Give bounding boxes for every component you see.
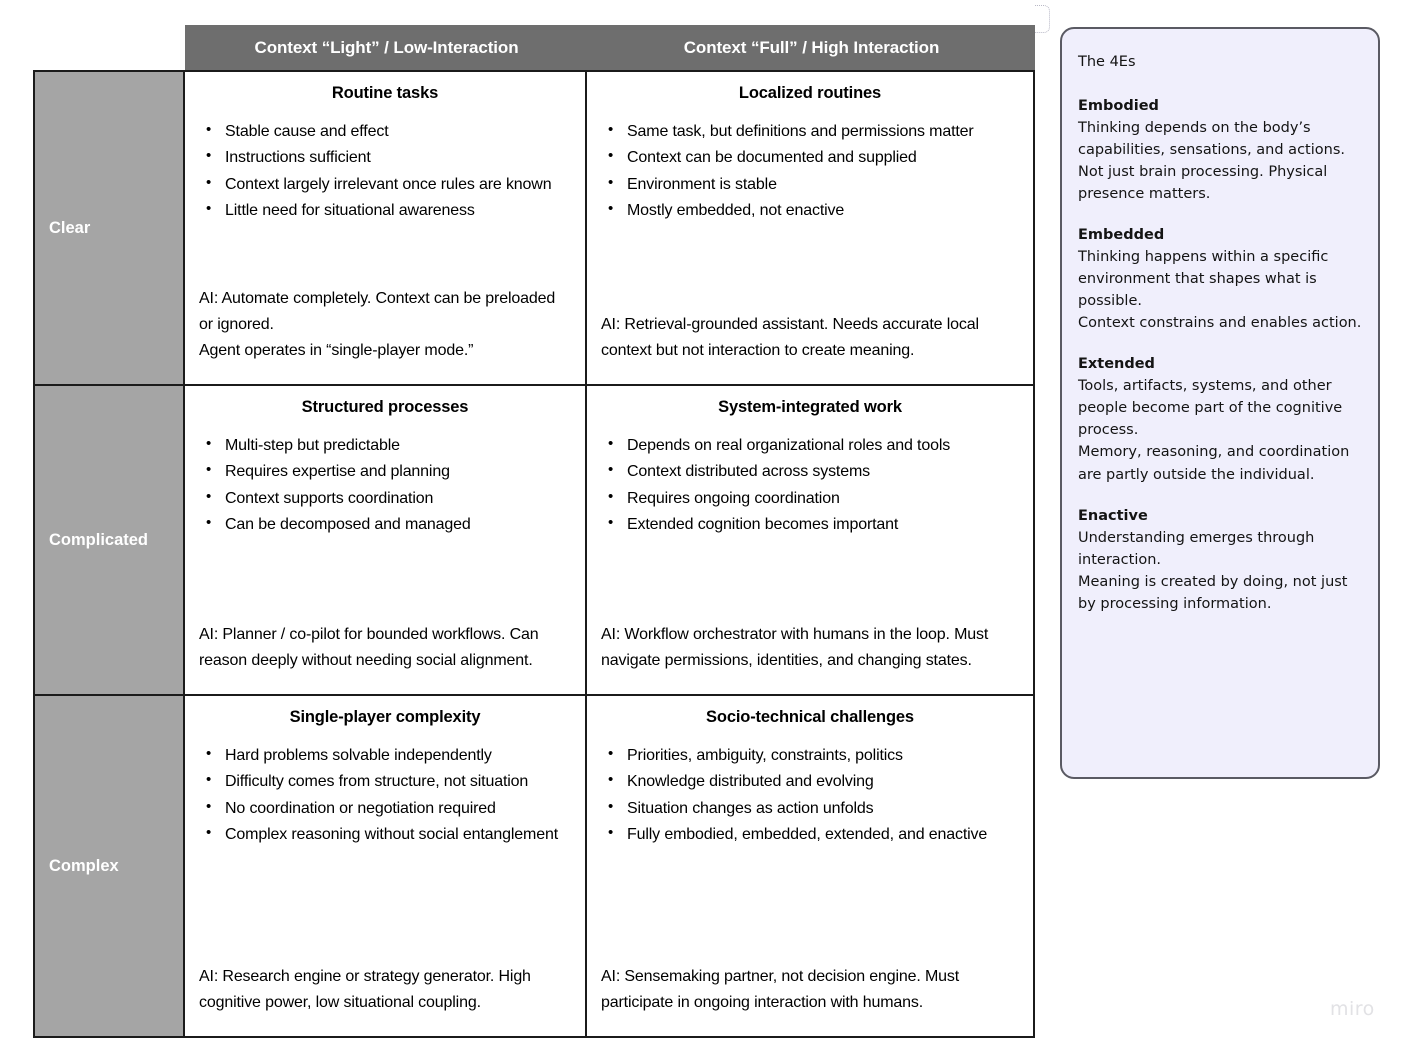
list-item: • Depends on real organizational roles and tools <box>627 433 1019 459</box>
list-item: • Priorities, ambiguity, constraints, politics <box>627 743 1019 769</box>
list-item: • Requires expertise and planning <box>225 459 571 485</box>
list-item: • Context largely irrelevant once rules are known <box>225 172 571 198</box>
panel-title: The 4Es <box>1078 54 1136 70</box>
table-row <box>35 696 1033 1036</box>
entry-text: Thinking happens within a specific environment that shapes what is possible. Context constrains and enables action. <box>1078 249 1362 332</box>
cell-complex-full <box>587 696 1033 1036</box>
list-item: • Context distributed across systems <box>627 459 1019 485</box>
table-header-row <box>185 25 1035 70</box>
cell-ai-note: AI: Workflow orchestrator with humans in the loop. Must navigate permissions, identities, and changing states. <box>601 626 989 670</box>
list-item: • Instructions sufficient <box>225 145 571 171</box>
list-item: • Complex reasoning without social entanglement <box>225 822 571 848</box>
row-label-text: Complicated <box>49 530 149 549</box>
cell-ai-note: AI: Automate completely. Context can be preloaded or ignored. Agent operates in “single-player mode.” <box>199 290 556 360</box>
row-label-clear <box>35 72 185 384</box>
cell-ai-note: AI: Research engine or strategy generator. High cognitive power, low situational coupling. <box>199 968 531 1012</box>
cell-title: Single-player complexity <box>289 708 481 726</box>
list-item: • Difficulty comes from structure, not situation <box>225 769 571 795</box>
cell-ai-note: AI: Planner / co-pilot for bounded workflows. Can reason deeply without needing social alignment. <box>199 626 539 670</box>
list-item: • Little need for situational awareness <box>225 198 571 224</box>
list-item: • Hard problems solvable independently <box>225 743 571 769</box>
cell-complicated-light <box>185 386 587 694</box>
entry-text: Understanding emerges through interaction. Meaning is created by doing, not just by processing information. <box>1078 529 1348 612</box>
list-item: • Situation changes as action unfolds <box>627 796 1019 822</box>
column-header-label: Context “Light” / Low-Interaction <box>254 37 519 57</box>
row-label-text: Clear <box>49 218 91 237</box>
list-item: • Context can be documented and supplied <box>627 145 1019 171</box>
four-es-sticky-note[interactable] <box>1060 27 1380 779</box>
cell-bullet-list <box>601 119 1019 225</box>
list-item: • Can be decomposed and managed <box>225 512 571 538</box>
list-item: • Context supports coordination <box>225 486 571 512</box>
cell-clear-full <box>587 72 1033 384</box>
row-label-text: Complex <box>49 856 119 875</box>
entry-name: Extended <box>1078 356 1155 373</box>
cell-bullet-list <box>199 433 571 539</box>
entry-name: Embodied <box>1078 98 1159 115</box>
cell-bullet-list <box>199 743 571 849</box>
list-item: • Mostly embedded, not enactive <box>627 198 1019 224</box>
list-item: • Multi-step but predictable <box>225 433 571 459</box>
cell-bullet-list <box>601 433 1019 539</box>
table-body <box>33 70 1035 1038</box>
list-item: • Stable cause and effect <box>225 119 571 145</box>
table-row <box>35 72 1033 386</box>
cell-ai-note: AI: Sensemaking partner, not decision engine. Must participate in ongoing interaction with humans. <box>601 968 960 1012</box>
cell-title: Structured processes <box>301 398 469 416</box>
row-label-complex <box>35 696 185 1036</box>
entry-text: Thinking depends on the body’s capabilities, sensations, and actions. Not just brain processing. Physical presence matters. <box>1078 120 1345 203</box>
selection-handle-icon[interactable] <box>1035 5 1050 33</box>
cell-title: Socio-technical challenges <box>706 708 914 726</box>
entry-name: Enactive <box>1078 507 1148 524</box>
cell-clear-light <box>185 72 587 384</box>
list-item: • Environment is stable <box>627 172 1019 198</box>
column-header-label: Context “Full” / High Interaction <box>683 37 940 57</box>
cell-complicated-full <box>587 386 1033 694</box>
entry-name: Embedded <box>1078 227 1165 244</box>
four-es-entry-embodied <box>1078 95 1362 205</box>
column-header-light-context <box>185 25 588 70</box>
row-label-complicated <box>35 386 185 694</box>
cell-complex-light <box>185 696 587 1036</box>
list-item: • Extended cognition becomes important <box>627 512 1019 538</box>
list-item: • Requires ongoing coordination <box>627 486 1019 512</box>
miro-watermark: miro <box>1330 998 1375 1020</box>
cell-bullet-list <box>199 119 571 225</box>
list-item: • No coordination or negotiation required <box>225 796 571 822</box>
column-header-full-context <box>588 25 1035 70</box>
list-item: • Same task, but definitions and permissions matter <box>627 119 1019 145</box>
entry-text: Tools, artifacts, systems, and other people become part of the cognitive process. Memory, reasoning, and coordination are partly outside the individual. <box>1078 378 1350 483</box>
complexity-matrix-table[interactable] <box>33 25 1035 1038</box>
table-row <box>35 386 1033 696</box>
list-item: • Fully embodied, embedded, extended, and enactive <box>627 822 1019 848</box>
cell-title: Routine tasks <box>331 84 439 102</box>
cell-bullet-list <box>601 743 1019 849</box>
four-es-entry-enactive <box>1078 505 1362 615</box>
cell-title: System-integrated work <box>718 398 902 416</box>
cell-ai-note: AI: Retrieval-grounded assistant. Needs accurate local context but not interaction to create meaning. <box>601 316 979 360</box>
four-es-entry-extended <box>1078 353 1362 485</box>
cell-title: Localized routines <box>738 84 882 102</box>
list-item: • Knowledge distributed and evolving <box>627 769 1019 795</box>
four-es-entry-embedded <box>1078 224 1362 334</box>
